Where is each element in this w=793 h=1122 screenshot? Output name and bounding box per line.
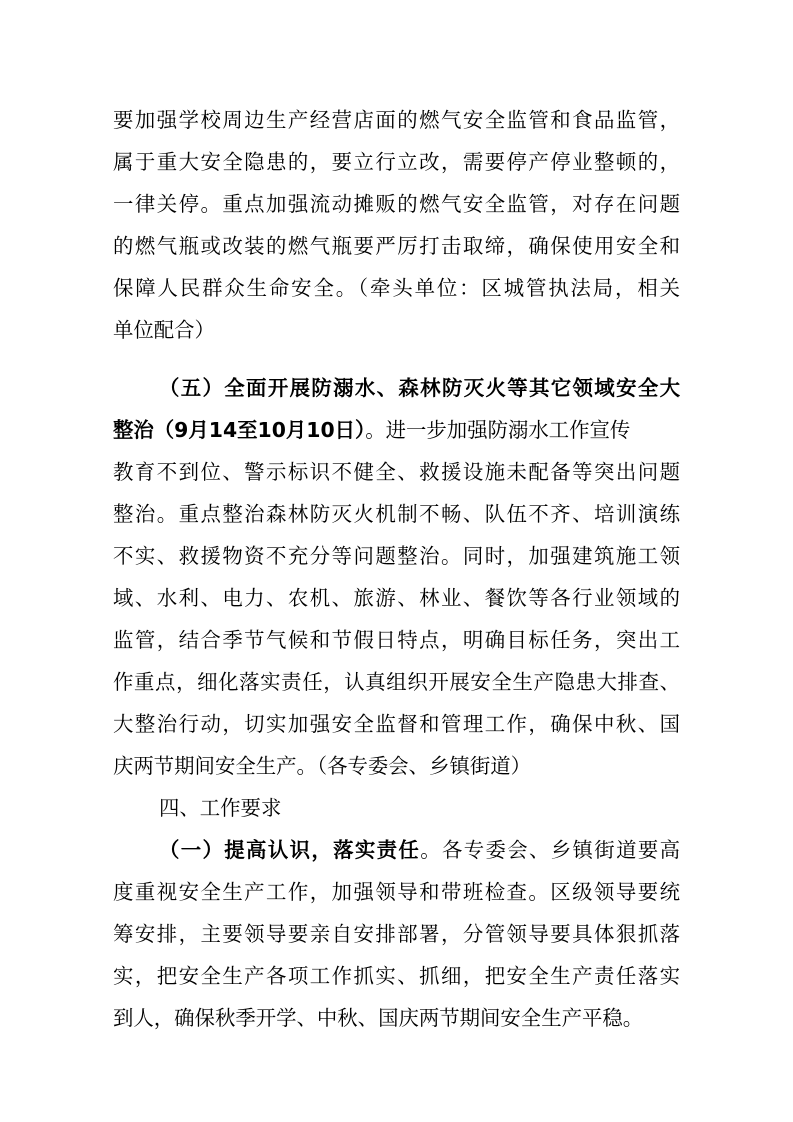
p2-line-8: 作重点，细化落实责任，认真组织开展安全生产隐患大排查、 [113, 670, 680, 694]
p2-bold-heading-line-2: 整治（9月14至10月10日） [113, 418, 366, 442]
p1-line-1: 要加强学校周边生产经营店面的燃气安全监管和食品监管， [113, 108, 680, 132]
p2-line-2-rest: 。进一步加强防溺水工作宣传 [365, 418, 631, 442]
p3-line-2: 度重视安全生产工作，加强领导和带班检查。区级领导要统 [113, 880, 680, 904]
p1-line-3: 一律关停。重点加强流动摊贩的燃气安全监管，对存在问题 [113, 192, 680, 216]
p3-line-4: 实，把安全生产各项工作抓实、抓细，把安全生产责任落实 [113, 964, 680, 988]
p3-line-5: 到人，确保秋季开学、中秋、国庆两节期间安全生产平稳。 [113, 1006, 644, 1030]
p1-line-2: 属于重大安全隐患的，要立行立改，需要停产停业整顿的， [113, 150, 680, 174]
p2-line-10: 庆两节期间安全生产。（各专委会、乡镇街道） [113, 754, 532, 778]
p3-line-3: 筹安排，主要领导要亲自安排部署，分管领导要具体狠抓落 [113, 922, 680, 946]
p3-line-1-rest: 。各专委会、乡镇街道要高 [420, 838, 680, 862]
p2-line-6: 域、水利、电力、农机、旅游、林业、餐饮等各行业领域的 [113, 586, 680, 610]
p3-line-1 [159, 836, 680, 864]
p2-line-4: 整治。重点整治森林防灭火机制不畅、队伍不齐、培训演练 [113, 502, 680, 526]
p2-bold-heading-line-1: （五）全面开展防溺水、森林防灭火等其它领域安全大 [159, 376, 680, 400]
p2-line-3: 教育不到位、警示标识不健全、救援设施未配备等突出问题 [113, 460, 680, 484]
p1-line-6: 单位配合） [113, 318, 215, 342]
p2-line-2 [113, 416, 680, 444]
p2-line-9: 大整治行动，切实加强安全监督和管理工作，确保中秋、国 [113, 712, 680, 736]
section-heading-4: 四、工作要求 [159, 796, 282, 820]
p2-line-7: 监管，结合季节气候和节假日特点，明确目标任务，突出工 [113, 628, 680, 652]
p1-line-4: 的燃气瓶或改装的燃气瓶要严厉打击取缔，确保使用安全和 [113, 234, 680, 258]
p2-line-5: 不实、救援物资不充分等问题整治。同时，加强建筑施工领 [113, 544, 680, 568]
p3-bold-lead: （一）提高认识，落实责任 [159, 838, 421, 862]
p1-line-5: 保障人民群众生命安全。（牵头单位：区城管执法局，相关 [113, 276, 680, 300]
